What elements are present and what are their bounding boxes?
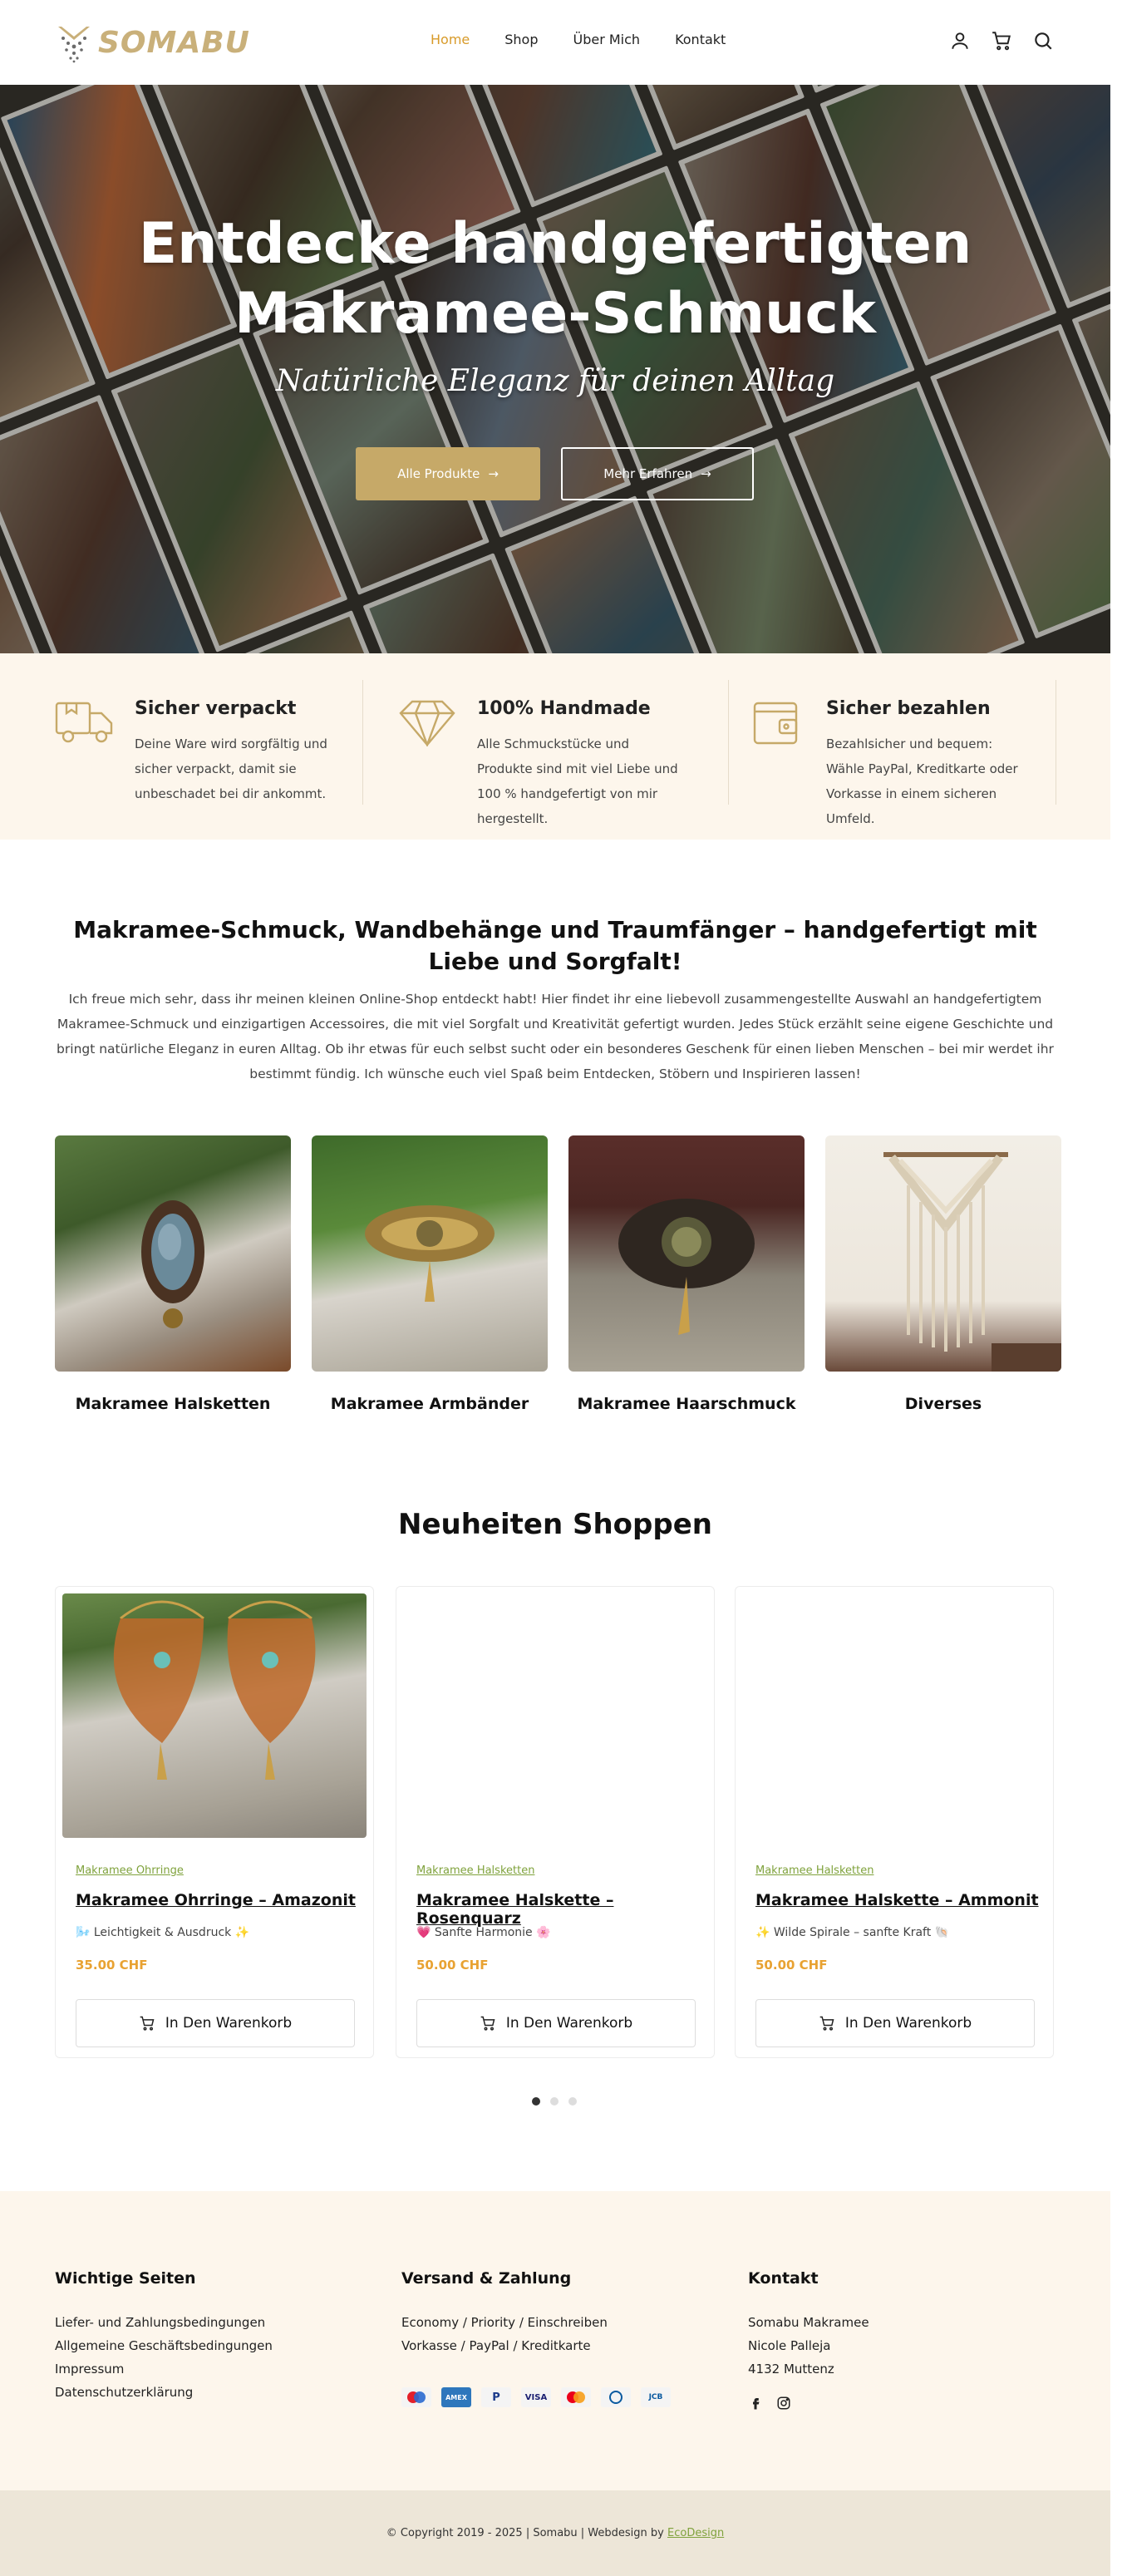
feature-text: Deine Ware wird sorgfältig und sicher verpackt, damit sie unbeschadet bei dir ankommt. xyxy=(135,736,327,801)
hero-subtitle: Natürliche Eleganz für deinen Alltag xyxy=(275,364,835,398)
designer-link[interactable]: EcoDesign xyxy=(667,2527,725,2539)
category-card-bracelets[interactable] xyxy=(312,1135,548,1413)
carousel-pagination xyxy=(532,2097,577,2106)
product-image[interactable] xyxy=(62,1593,367,1838)
product-card xyxy=(735,1586,1054,2058)
footer-heading: Kontakt xyxy=(748,2269,819,2288)
footer-link[interactable]: Allgemeine Geschäftsbedingungen xyxy=(55,2338,273,2353)
product-category-link[interactable]: Makramee Ohrringe xyxy=(76,1864,184,1877)
footer-link[interactable]: Impressum xyxy=(55,2362,125,2377)
add-to-cart-button[interactable]: In Den Warenkorb xyxy=(755,1999,1035,2047)
amex-icon: AMEX xyxy=(441,2387,471,2407)
user-icon[interactable] xyxy=(949,30,971,52)
product-name-link[interactable]: Makramee Halskette – Rosenquarz xyxy=(416,1891,614,1928)
product-price: 50.00 CHF xyxy=(755,1958,828,1973)
footer-link[interactable]: Liefer- und Zahlungsbedingungen xyxy=(55,2315,266,2330)
add-to-cart-button[interactable]: In Den Warenkorb xyxy=(76,1999,355,2047)
copyright: © Copyright 2019 - 2025 | Somabu | Webdesign by EcoDesign xyxy=(386,2527,725,2539)
cart-icon[interactable] xyxy=(991,30,1012,52)
category-label: Diverses xyxy=(904,1395,982,1413)
hero-title: Entdecke handgefertigten Makramee-Schmuck xyxy=(138,211,972,347)
facebook-icon[interactable] xyxy=(748,2396,763,2411)
product-desc: 🌬️ Leichtigkeit & Ausdruck ✨ xyxy=(76,1926,250,1939)
category-label: Makramee Haarschmuck xyxy=(577,1395,796,1413)
product-card xyxy=(55,1586,374,2058)
feature-text: Bezahlsicher und bequem: Wähle PayPal, Kreditkarte oder Vorkasse in einem sicheren Umfeld. xyxy=(826,736,1018,826)
product-image[interactable] xyxy=(742,1593,1046,1838)
footer-col-pages xyxy=(55,2269,273,2404)
nav-contact[interactable]: Kontakt xyxy=(675,32,726,47)
maestro-icon xyxy=(401,2387,431,2407)
category-card-necklaces[interactable] xyxy=(55,1135,291,1413)
intro-title: Makramee-Schmuck, Wandbehänge und Traumfänger – handgefertigt mit Liebe und Sorgfalt! xyxy=(73,916,1037,975)
category-card-misc[interactable] xyxy=(825,1135,1061,1413)
footer-text: Nicole Palleja xyxy=(748,2338,831,2353)
payment-icons xyxy=(401,2387,671,2407)
diners-icon xyxy=(601,2387,631,2407)
learn-more-button[interactable]: Mehr Erfahren → xyxy=(561,447,754,500)
add-to-cart-button[interactable]: In Den Warenkorb xyxy=(416,1999,696,2047)
mastercard-icon xyxy=(561,2387,591,2407)
footer-col-shipping xyxy=(401,2269,608,2357)
wallet-icon xyxy=(746,698,806,746)
all-products-button[interactable]: Alle Produkte → xyxy=(356,447,540,500)
pagination-dot[interactable] xyxy=(568,2097,577,2106)
logo[interactable] xyxy=(55,22,250,63)
nav-home[interactable]: Home xyxy=(431,32,470,47)
footer-text: Vorkasse / PayPal / Kreditkarte xyxy=(401,2338,591,2353)
jcb-icon: JCB xyxy=(641,2387,671,2407)
cart-icon xyxy=(480,2015,496,2032)
logo-mark-icon xyxy=(55,22,93,63)
feature-payment xyxy=(746,698,1062,826)
category-image xyxy=(55,1135,291,1372)
feature-packaging xyxy=(55,698,354,823)
footer-text: 4132 Muttenz xyxy=(748,2362,834,2377)
product-card xyxy=(396,1586,715,2058)
arrow-right-icon: → xyxy=(488,466,499,481)
search-icon[interactable] xyxy=(1032,30,1054,52)
footer-text: Somabu Makramee xyxy=(748,2315,869,2330)
product-desc: 💗 Sanfte Harmonie 🌸 xyxy=(416,1926,551,1939)
feature-title: Sicher verpackt xyxy=(135,698,297,719)
truck-icon xyxy=(55,698,115,746)
instagram-icon[interactable] xyxy=(776,2396,791,2411)
news-title: Neuheiten Shoppen xyxy=(398,1508,712,1541)
hero-banner xyxy=(0,85,1110,653)
feature-title: 100% Handmade xyxy=(477,698,651,719)
product-desc: ✨ Wilde Spirale – sanfte Kraft 🐚 xyxy=(755,1926,950,1939)
category-image xyxy=(312,1135,548,1372)
category-image xyxy=(825,1135,1061,1372)
footer-text: Economy / Priority / Einschreiben xyxy=(401,2315,608,2330)
nav-shop[interactable]: Shop xyxy=(504,32,539,47)
nav-about[interactable]: Über Mich xyxy=(573,32,641,47)
diamond-icon xyxy=(397,698,457,746)
footer-col-contact xyxy=(748,2269,869,2381)
paypal-icon: P xyxy=(481,2387,511,2407)
feature-text: Alle Schmuckstücke und Produkte sind mit viel Liebe und 100 % handgefertigt von mir hergestellt. xyxy=(477,736,678,826)
header-icons xyxy=(949,30,1054,52)
cart-icon xyxy=(819,2015,835,2032)
product-category-link[interactable]: Makramee Halsketten xyxy=(755,1864,874,1877)
main-nav xyxy=(431,32,726,47)
footer-link[interactable]: Datenschutzerklärung xyxy=(55,2385,194,2400)
intro-text: Ich freue mich sehr, dass ihr meinen kleinen Online-Shop entdeckt habt! Hier findet ihr eine liebevoll zusammengestellte Auswahl an handgefertigtem Makramee-Schmuck und einzigartigen Accessoires, die mit viel Sorgfalt und Kreativität gefertigt wurden. Jedes Stück erzählt seine eigene Geschichte und bringt natürliche Eleganz in euren Alltag. Ob ihr etwas für euch selbst sucht oder ein besonderes Geschenk für einen lieben Menschen – bei mir werdet ihr bestimmt fündig. Ich wünsche euch viel Spaß beim Entdecken, Stöbern und Inspirieren lassen! xyxy=(57,992,1054,1081)
pagination-dot[interactable] xyxy=(550,2097,559,2106)
logo-text: SOMABU xyxy=(98,25,250,60)
product-category-link[interactable]: Makramee Halsketten xyxy=(416,1864,535,1877)
category-label: Makramee Halsketten xyxy=(75,1395,271,1413)
visa-icon: VISA xyxy=(521,2387,551,2407)
social-links xyxy=(748,2396,791,2411)
category-image xyxy=(568,1135,805,1372)
product-price: 50.00 CHF xyxy=(416,1958,489,1973)
category-card-hair[interactable] xyxy=(568,1135,805,1413)
arrow-right-icon: → xyxy=(701,466,711,481)
product-image[interactable] xyxy=(403,1593,707,1838)
feature-title: Sicher bezahlen xyxy=(826,698,991,719)
product-price: 35.00 CHF xyxy=(76,1958,148,1973)
cart-icon xyxy=(139,2015,155,2032)
footer-heading: Versand & Zahlung xyxy=(401,2269,572,2288)
pagination-dot[interactable] xyxy=(532,2097,540,2106)
category-label: Makramee Armbänder xyxy=(330,1395,529,1413)
feature-handmade xyxy=(397,698,713,826)
product-name-link[interactable]: Makramee Ohrringe – Amazonit xyxy=(76,1891,356,1909)
footer-heading: Wichtige Seiten xyxy=(55,2269,196,2288)
site-header xyxy=(0,0,1110,85)
product-name-link[interactable]: Makramee Halskette – Ammonit xyxy=(755,1891,1039,1909)
